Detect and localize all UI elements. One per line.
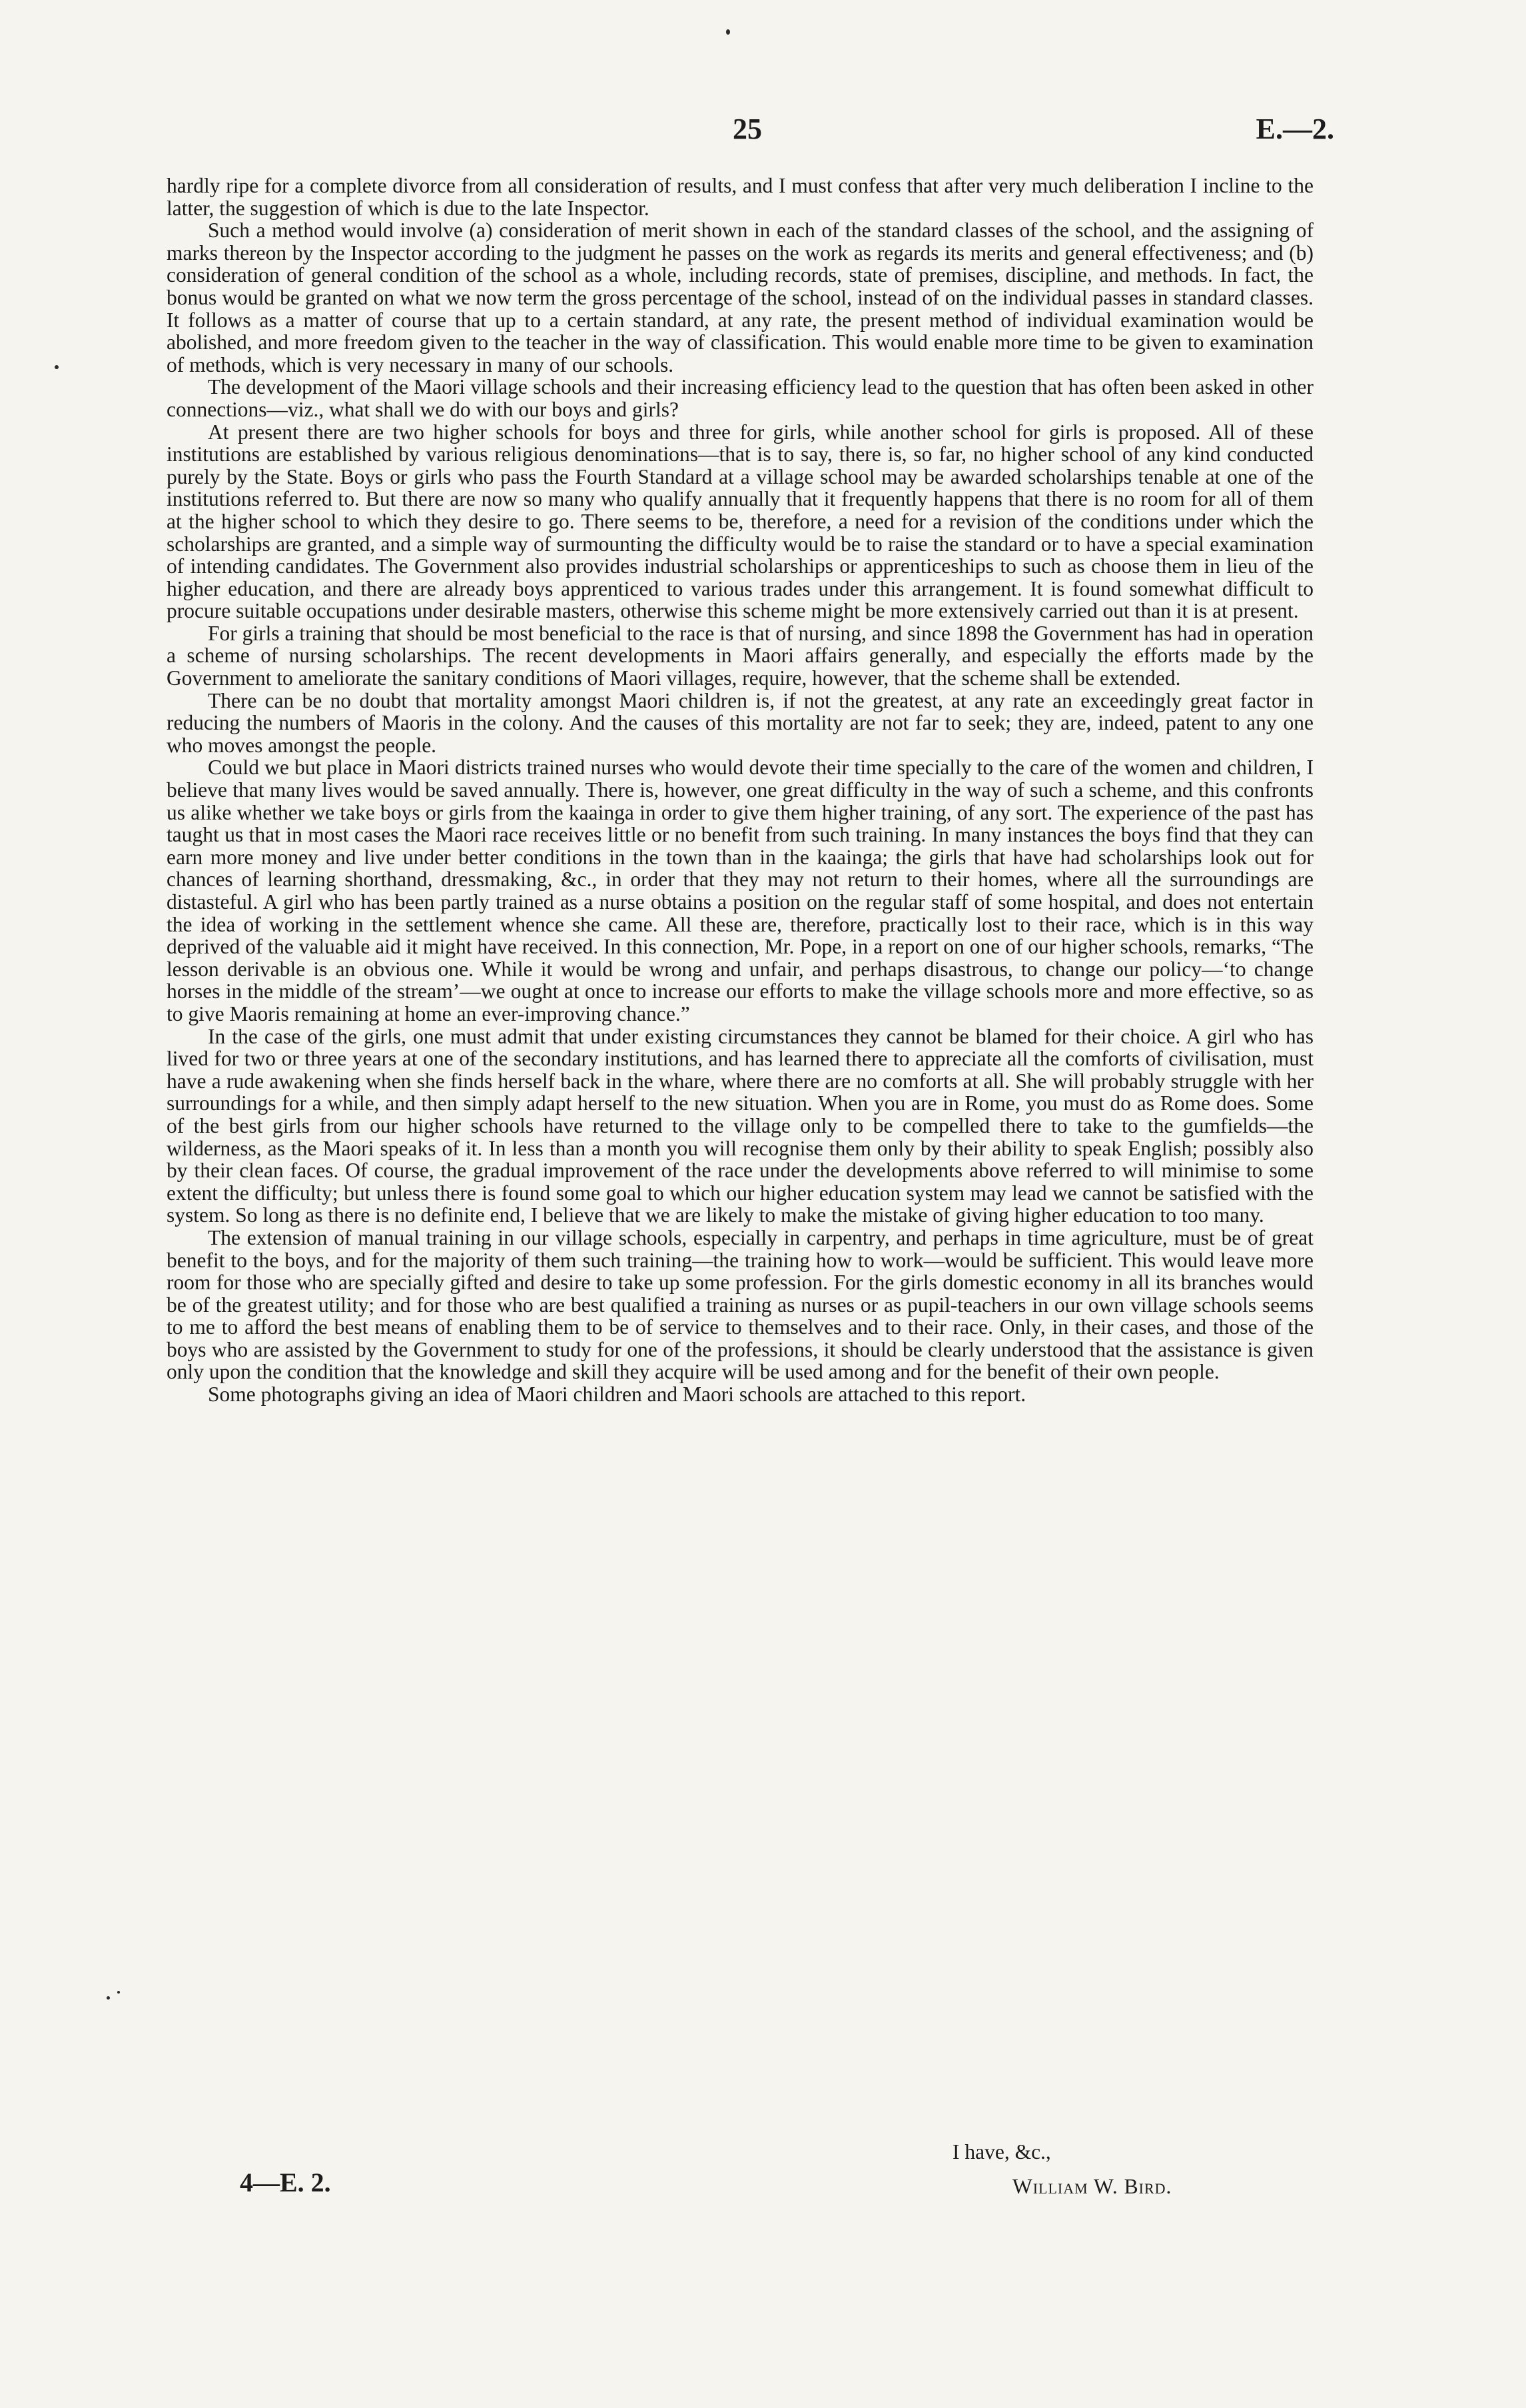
paragraph-continuation: hardly ripe for a complete divorce from all consideration of results, and I must confess that after very much deliberation I incline to the latter, the suggestion of which is due to the late Inspector.	[167, 174, 1314, 220]
salutation: I have, &c.,	[953, 2140, 1051, 2163]
signature: William W. Bird.	[1012, 2175, 1172, 2198]
closing-block	[167, 2140, 1314, 2300]
page-number: 25	[733, 113, 762, 145]
print-speck	[117, 1991, 120, 1994]
report-body	[167, 175, 1314, 1406]
document-code: E.—2.	[1256, 113, 1334, 145]
paragraph-photographs: Some photographs giving an idea of Maori children and Maori schools are attached to this report.	[208, 1383, 1026, 1407]
print-speck	[726, 29, 730, 35]
print-speck	[107, 1996, 110, 2000]
paragraph-trained-nurses: Could we but place in Maori districts trained nurses who would devote their time specially to the care of the women and children, I believe that many lives would be saved annually. There is, however, one great difficulty in the way of such a scheme, and this confronts us alike whether we take boys or girls from the kaainga in order to give them higher training, of any sort. The experience of the past has taught us that in most cases the Maori race receives little or no benefit from such training. In many instances the boys find that they can earn more money and live under better conditions in the town than in the kaainga; the girls that have had scholarships look out for chances of learning shorthand, dressmaking, &c., in order that they may not return to their homes, where all the surroundings are distasteful. A girl who has been partly trained as a nurse obtains a position on the regular staff of some hospital, and does not entertain the idea of working in the settlement whence she came. All these are, therefore, practically lost to their race, which is in this way deprived of the valuable aid it might have received. In this connection, Mr. Pope, in a report on one of our higher schools, remarks, “The lesson derivable is an obvious one. While it would be wrong and unfair, and perhaps disastrous, to change our policy—‘to change horses in the middle of the stream’—we ought at once to increase our efforts to make the village schools more and more effective, so as to give Maoris remaining at home an ever-improving chance.”	[167, 756, 1314, 1025]
print-speck	[55, 365, 59, 369]
paragraph-mortality: There can be no doubt that mortality amongst Maori children is, if not the greatest, at any rate an exceedingly great factor in reducing the numbers of Maoris in the colony. And the causes of this mortality are not far to seek; they are, indeed, patent to any one who moves amongst the people.	[167, 688, 1314, 757]
sheet-mark: 4—E. 2.	[240, 2167, 331, 2197]
paragraph-development: The development of the Maori village schools and their increasing efficiency lead to the question that has often been asked in other connections—viz., what shall we do with our boys and girls?	[167, 375, 1314, 421]
paragraph-nursing: For girls a training that should be most beneficial to the race is that of nursing, and since 1898 the Government has had in operation a scheme of nursing scholarships. The recent developments in Maori affairs generally, and especially the efforts made by the Government to ameliorate the sanitary conditions of Maori villages, require, however, that the scheme shall be extended.	[167, 621, 1314, 690]
paragraph-higher-schools: At present there are two higher schools for boys and three for girls, while another school for girls is proposed. All of these institutions are established by various religious denominations—that is to say, there is, so far, no higher school of any kind conducted purely by the State. Boys or girls who pass the Fourth Standard at a village school may be awarded scholarships tenable at one of the institutions referred to. But there are now so many who qualify annually that it frequently happens that there is no room for all of them at the higher school to which they desire to go. There seems to be, therefore, a need for a revision of the conditions under which the scholarships are granted, and a simple way of surmounting the difficulty would be to raise the standard or to have a special examination of intending candidates. The Government also provides industrial scholarships or apprenticeships to such as choose them in lieu of the higher education, and there are already boys apprenticed to various trades under this arrangement. It is found somewhat difficult to procure suitable occupations under desirable masters, otherwise this scheme might be more extensively carried out than it is at present.	[167, 420, 1314, 623]
paragraph-girls: In the case of the girls, one must admit that under existing circumstances they cannot be blamed for their choice. A girl who has lived for two or three years at one of the secondary institutions, and has learned there to appreciate all the comforts of civilisation, must have a rude awakening when she finds herself back in the whare, where there are no comforts at all. She will probably struggle with her surroundings for a while, and then simply adapt herself to the new situation. When you are in Rome, you must do as Rome does. Some of the best girls from our higher schools have returned to the village only to be compelled there to take to the gumfields—the wilderness, as the Maori speaks of it. In less than a month you will recognise them only by their ability to speak English; possibly also by their clean faces. Of course, the gradual improvement of the race under the developments above referred to will minimise to some extent the difficulty; but unless there is found some goal to which our higher education system may lead we cannot be satisfied with the system. So long as there is no definite end, I believe that we are likely to make the mistake of giving higher education to too many.	[167, 1024, 1314, 1227]
page-header	[0, 112, 1526, 152]
paragraph-method: Such a method would involve (a) consideration of merit shown in each of the standard classes of the school, and the assigning of marks thereon by the Inspector according to the judgment he passes on the work as regards its merits and general effectiveness; and (b) consideration of general condition of the school as a whole, including records, state of premises, discipline, and methods. In fact, the bonus would be granted on what we now term the gross percentage of the school, instead of on the individual passes in standard classes. It follows as a matter of course that up to a certain standard, at any rate, the present method of individual examination would be abolished, and more freedom given to the teacher in the way of classification. This would enable more time to be given to examination of methods, which is very necessary in many of our schools.	[167, 219, 1314, 376]
paragraph-manual-training: The extension of manual training in our village schools, especially in carpentry, and perhaps in time agriculture, must be of great benefit to the boys, and for the majority of them such training—the training how to work—would be sufficient. This would leave more room for those who are specially gifted and desire to take up some profession. For the girls domestic economy in all its branches would be of the greatest utility; and for those who are best qualified a training as nurses or as pupil-teachers in our own village schools seems to me to afford the best means of enabling them to be of service to themselves and to their race. Only, in their cases, and those of the boys who are assisted by the Government to study for one of the professions, it should be clearly understood that the assistance is given only upon the condition that the knowledge and skill they acquire will be used among and for the benefit of their own people.	[167, 1225, 1314, 1384]
